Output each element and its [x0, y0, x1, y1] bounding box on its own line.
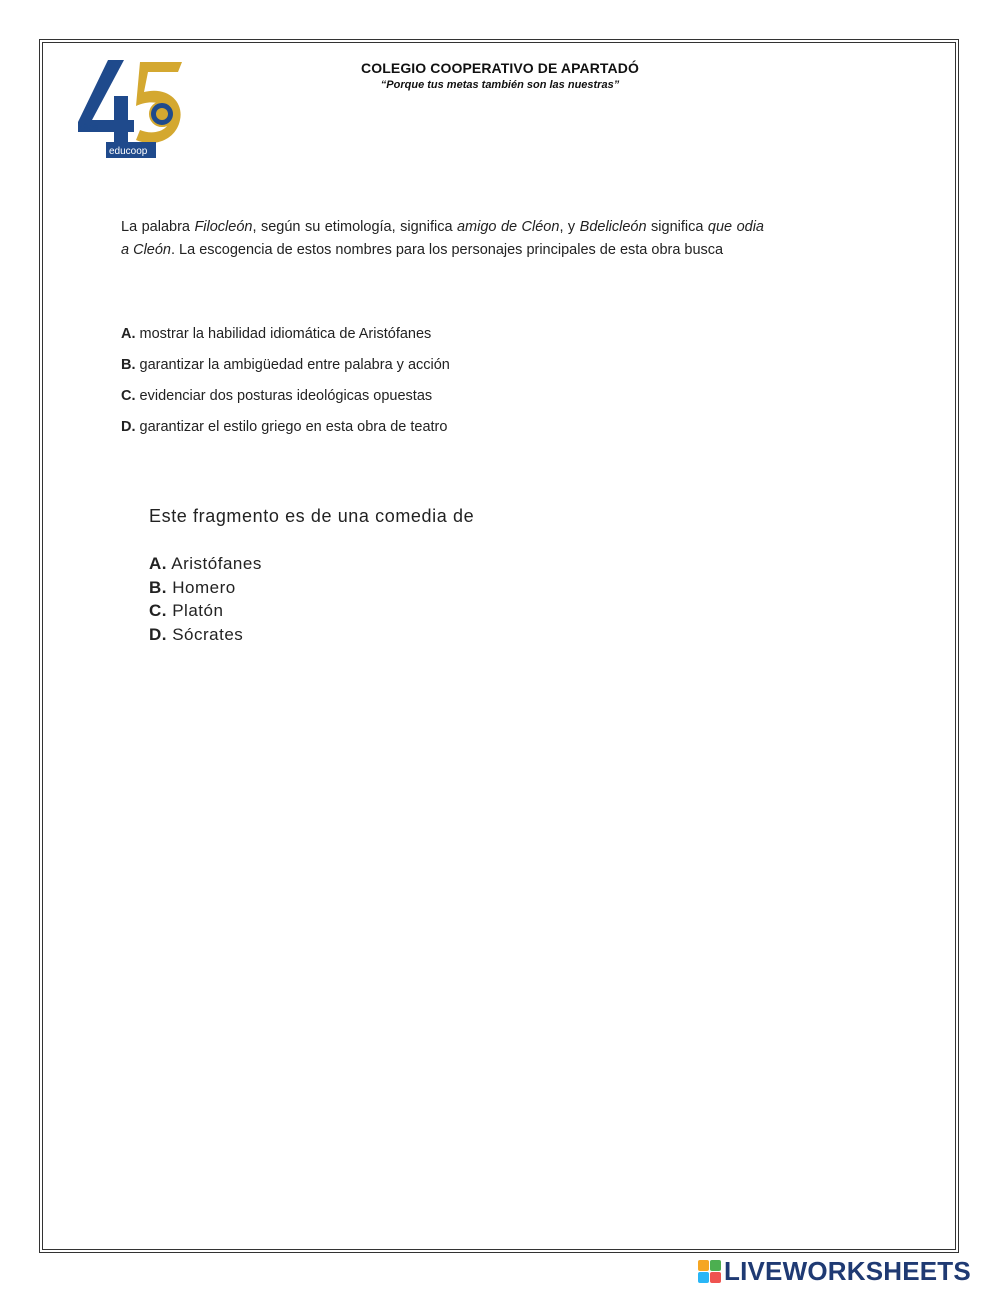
q1-term-bdelicleon: Bdelicleón: [579, 219, 647, 235]
q2-option-b-letter: B.: [149, 577, 167, 597]
q1-option-d-text: garantizar el estilo griego en esta obra de teatro: [135, 419, 448, 435]
liveworksheets-blocks-icon: [698, 1260, 721, 1283]
q1-option-b-letter: B.: [121, 357, 136, 373]
q2-option-a[interactable]: [149, 553, 262, 577]
q2-option-c[interactable]: [149, 600, 262, 624]
q2-option-d[interactable]: [149, 624, 262, 648]
q2-option-c-text: Platón: [167, 601, 224, 620]
question-2-options: [149, 553, 262, 647]
q1-option-c-text: evidenciar dos posturas ideológicas opuestas: [135, 388, 433, 404]
logo-years-label: AÑOS: [78, 125, 99, 132]
q1-part-5: . La escogencia de estos nombres para los personajes principales de esta obra busca: [170, 242, 724, 258]
q1-part-1: La palabra: [121, 219, 195, 235]
q1-option-b-text: garantizar la ambigüedad entre palabra y acción: [135, 357, 450, 373]
school-motto: “Porque tus metas también son las nuestras”: [380, 79, 620, 91]
school-name: COLEGIO COOPERATIVO DE APARTADÓ: [361, 60, 639, 76]
q1-part-3: , y: [559, 219, 580, 235]
liveworksheets-wordmark: LIVEWORKSHEETS: [724, 1256, 971, 1286]
q1-meaning-1: amigo de Cléon: [456, 219, 560, 235]
q2-option-a-letter: A.: [149, 554, 167, 573]
q2-option-a-text: Aristófanes: [167, 554, 262, 573]
block-l: [698, 1260, 709, 1271]
q1-option-a[interactable]: [121, 323, 450, 354]
block-e: [710, 1272, 721, 1283]
q1-option-d-letter: D.: [121, 419, 136, 435]
logo-brand-label: educoop: [109, 146, 148, 157]
q2-option-b-text: Homero: [167, 577, 236, 597]
block-i: [710, 1260, 721, 1271]
q1-option-c[interactable]: [121, 385, 450, 416]
q1-option-a-text: mostrar la habilidad idiomática de Aristófanes: [135, 326, 432, 342]
block-v: [698, 1272, 709, 1283]
document-header: [300, 60, 700, 91]
q1-term-filocleon: Filocleón: [194, 219, 253, 235]
q1-meaning-2: que odia a Cleón: [121, 219, 764, 258]
q2-option-d-letter: D.: [149, 624, 167, 644]
q1-part-2: , según su etimología, significa: [252, 219, 457, 235]
question-1-text: [121, 216, 764, 262]
question-1-options: [121, 323, 450, 447]
q2-option-c-letter: C.: [149, 601, 167, 620]
q2-option-d-text: Sócrates: [167, 624, 244, 644]
q1-part-4: significa: [646, 219, 708, 235]
q1-option-c-letter: C.: [121, 388, 136, 404]
q1-option-a-letter: A.: [121, 326, 136, 342]
logo-graphic: [78, 58, 188, 162]
liveworksheets-logo[interactable]: [698, 1258, 971, 1284]
school-logo: [78, 58, 188, 162]
q1-option-b[interactable]: [121, 354, 450, 385]
question-2-text: Este fragmento es de una comedia de: [149, 506, 475, 526]
q1-option-d[interactable]: [121, 416, 450, 447]
q2-option-b[interactable]: [149, 577, 262, 601]
